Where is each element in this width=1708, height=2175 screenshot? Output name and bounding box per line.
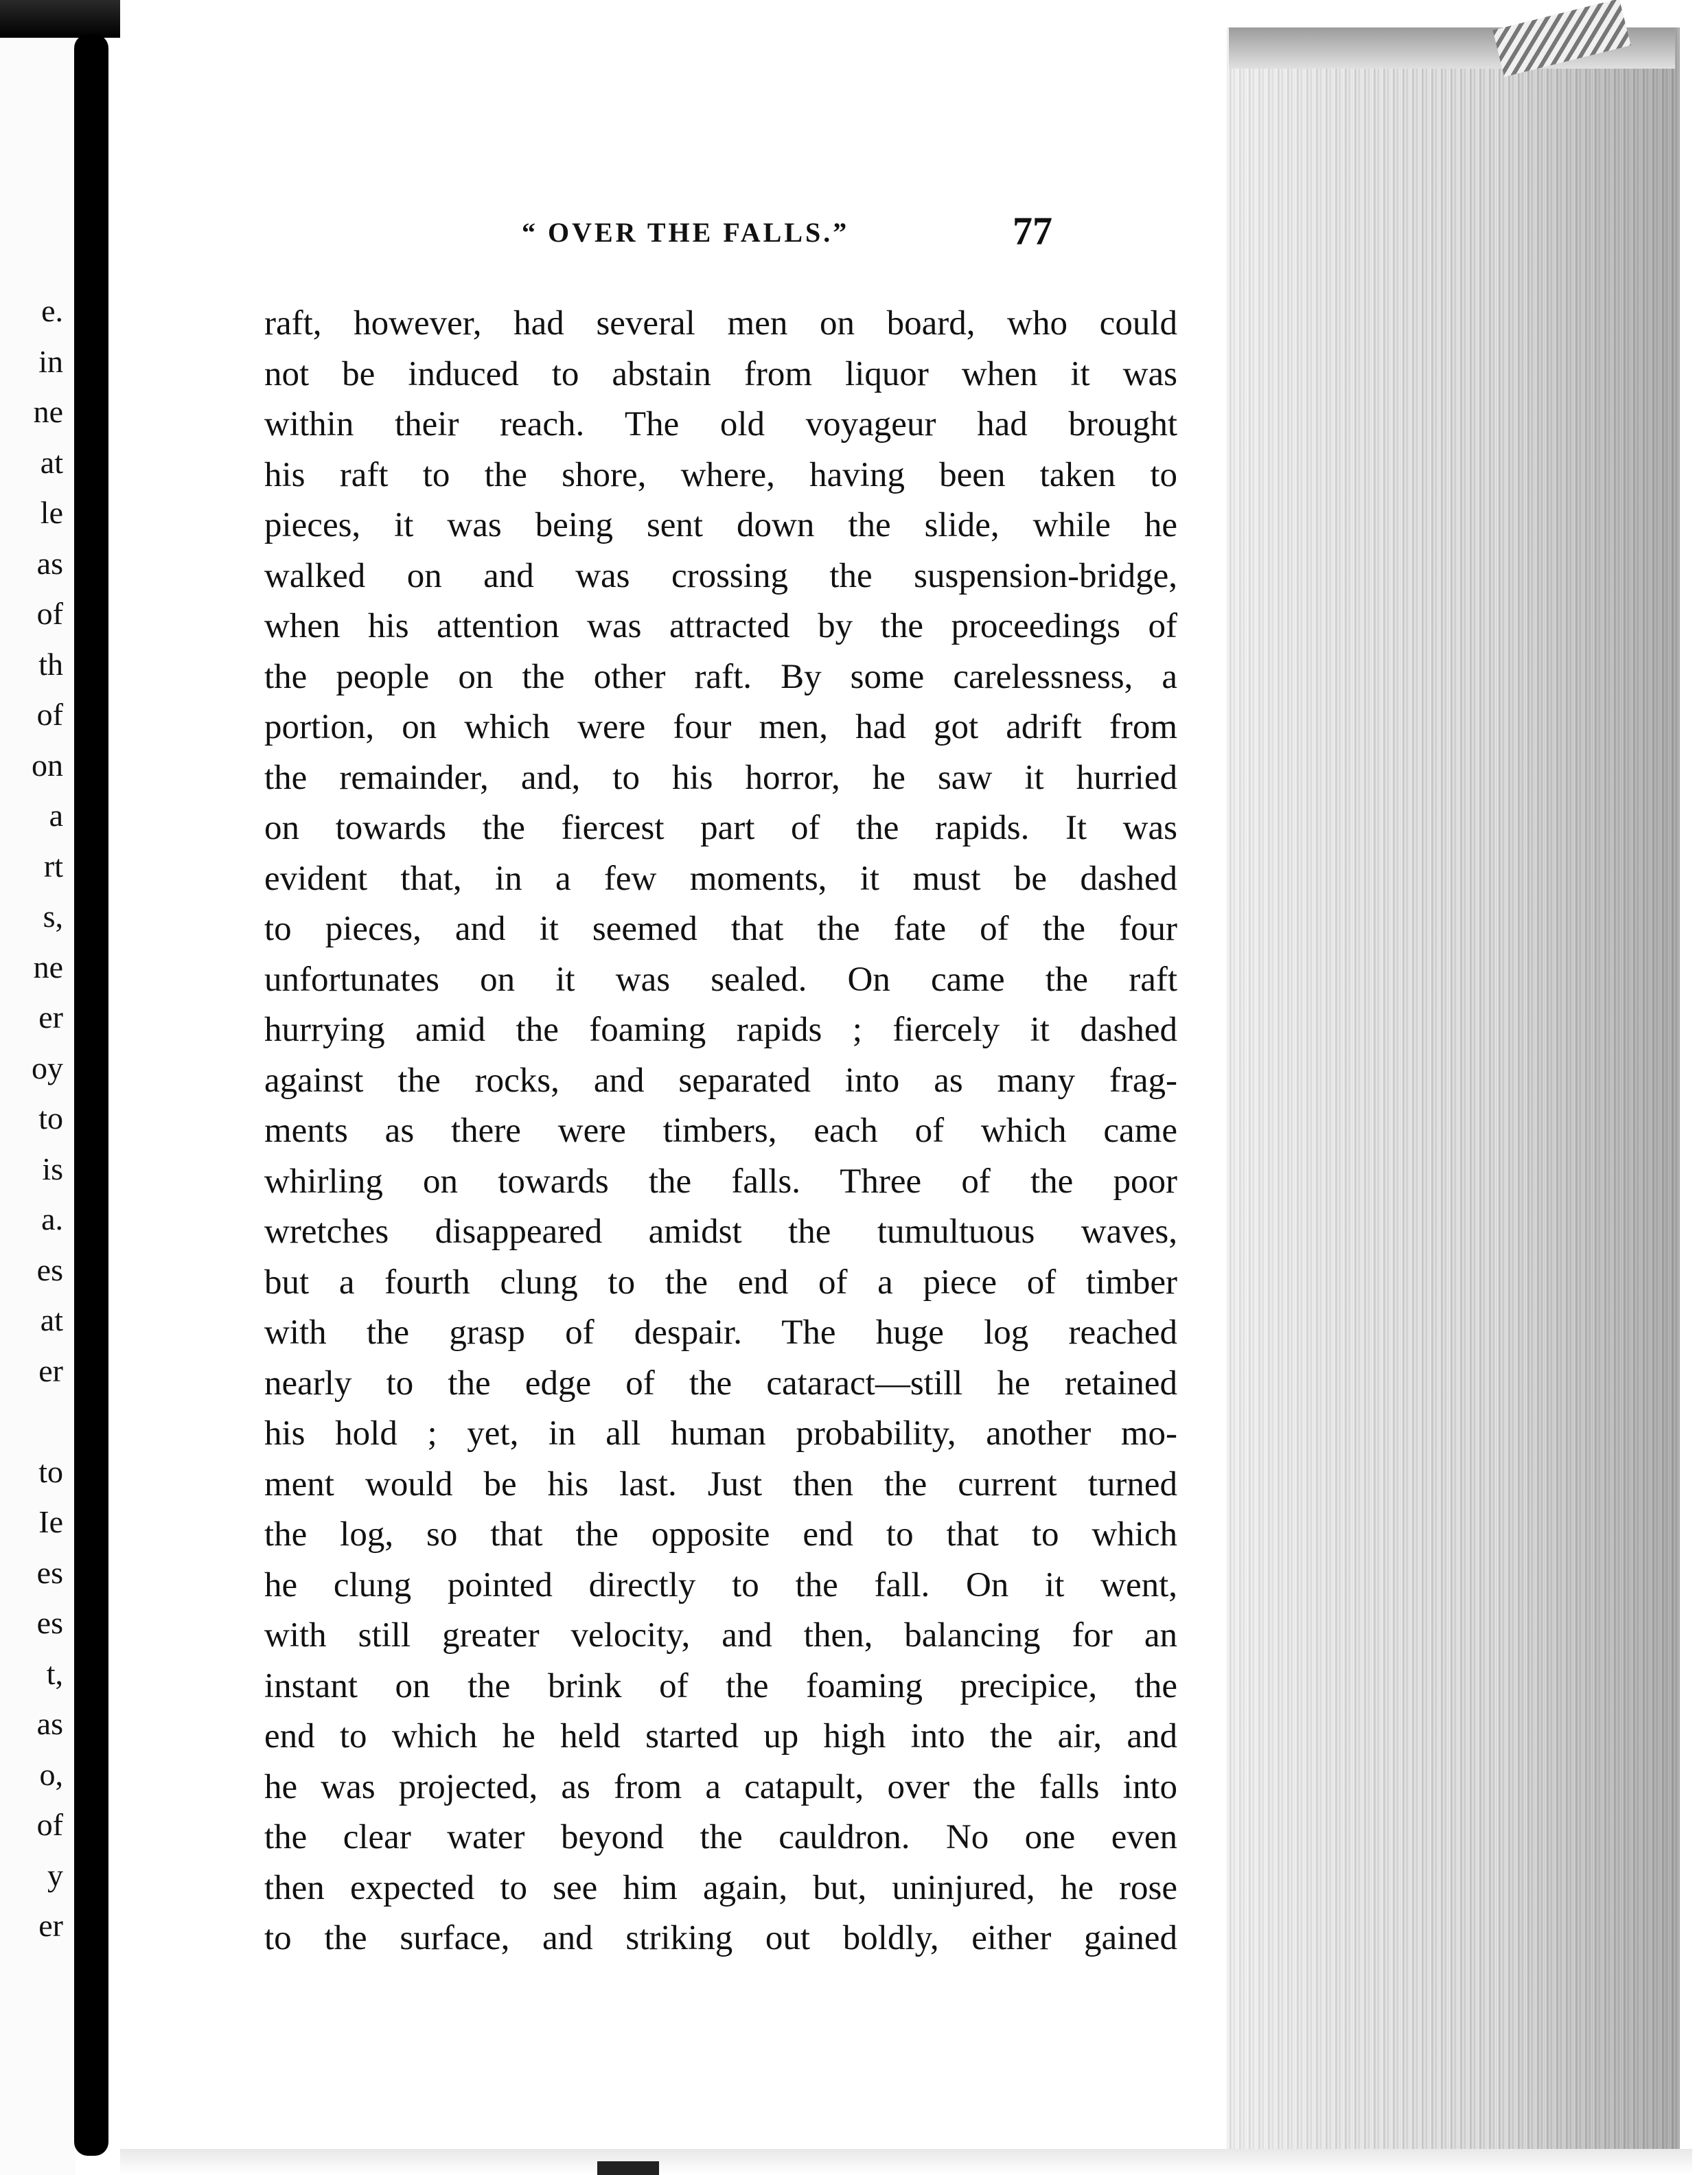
text-line: but a fourth clung to the end of a piece of timber <box>264 1263 1177 1302</box>
left-page-fragment: es <box>36 1554 63 1590</box>
left-page-fragment: a <box>49 798 63 833</box>
text-line: the people on the other raft. By some carelessness, a <box>264 657 1177 696</box>
left-page-fragment: o, <box>39 1756 63 1792</box>
page-edges-shade <box>1227 27 1680 2163</box>
text-line: pieces, it was being sent down the slide, while he <box>264 506 1177 544</box>
left-page-fragment: th <box>38 646 63 682</box>
text-line: with still greater velocity, and then, balancing for an <box>264 1616 1177 1655</box>
text-line: ment would be his last. Just then the current turned <box>264 1464 1177 1504</box>
text-line: whirling on towards the falls. Three of the poor <box>264 1162 1177 1201</box>
left-page-fragment: er <box>38 1908 63 1943</box>
text-line: against the rocks, and separated into as many frag- <box>264 1061 1177 1100</box>
text-line: the clear water beyond the cauldron. No one even <box>264 1818 1177 1856</box>
text-line: hurrying amid the foaming rapids ; fiercely it dashed <box>264 1011 1177 1049</box>
left-page-fragment: le <box>40 495 63 530</box>
text-line: to pieces, and it seemed that the fate of the four <box>264 910 1177 948</box>
running-head: “ OVER THE FALLS.” <box>522 217 850 248</box>
left-page-fragment: oy <box>32 1050 63 1085</box>
text-line: ments as there were timbers, each of which came <box>264 1112 1177 1150</box>
text-line: the log, so that the opposite end to that to which <box>264 1515 1177 1554</box>
body-text <box>264 299 1177 1964</box>
text-line: evident that, in a few moments, it must be dashed <box>264 859 1177 898</box>
text-line: end to which he held started up high into the air, and <box>264 1717 1177 1756</box>
book-page <box>120 38 1227 2152</box>
left-page-fragment: as <box>36 1706 63 1741</box>
text-line: wretches disappeared amidst the tumultuous waves, <box>264 1212 1177 1251</box>
text-line: when his attention was attracted by the proceedings of <box>264 607 1177 645</box>
left-page-fragment: t, <box>46 1655 63 1691</box>
text-line: on towards the fiercest part of the rapids. It was <box>264 809 1177 847</box>
left-page-fragment: at <box>40 1302 63 1337</box>
left-page-fragment: as <box>36 545 63 581</box>
left-page-fragment: ne <box>33 394 63 429</box>
left-page-fragment: is <box>42 1151 63 1186</box>
text-line: he was projected, as from a catapult, over the falls into <box>264 1767 1177 1806</box>
left-page-fragment: e. <box>41 293 63 328</box>
left-page-fragment: y <box>47 1857 63 1893</box>
text-line: raft, however, had several men on board, who could <box>264 304 1177 343</box>
text-line: with the grasp of despair. The huge log reached <box>264 1313 1177 1352</box>
left-facing-page <box>0 0 76 2175</box>
text-line: unfortunates on it was sealed. On came the raft <box>264 960 1177 999</box>
text-line: portion, on which were four men, had got adrift from <box>264 708 1177 746</box>
text-line: then expected to see him again, but, uninjured, he rose <box>264 1868 1177 1907</box>
book-bottom-edge <box>120 2149 1692 2175</box>
left-page-fragment: of <box>36 1807 63 1842</box>
left-page-fragment: on <box>32 747 63 783</box>
left-page-fragment: es <box>36 1252 63 1287</box>
left-page-fragment: to <box>38 1453 63 1489</box>
left-page-fragment: of <box>36 596 63 631</box>
page-number: 77 <box>1013 209 1052 253</box>
left-page-fragment: Ie <box>38 1504 63 1539</box>
left-page-fragment: es <box>36 1605 63 1640</box>
left-page-fragment: s, <box>43 899 63 934</box>
left-page-fragment: rt <box>43 848 63 884</box>
left-page-fragment: to <box>38 1101 63 1136</box>
book-gutter <box>74 34 108 2156</box>
left-page-fragment: er <box>38 1000 63 1035</box>
text-line: nearly to the edge of the cataract—still he retained <box>264 1363 1177 1403</box>
text-line: his hold ; yet, in all human probability, another mo- <box>264 1414 1177 1453</box>
text-line: the remainder, and, to his horror, he saw it hurried <box>264 758 1177 797</box>
left-page-fragment: in <box>38 343 63 379</box>
left-page-fragment: a. <box>41 1201 63 1236</box>
left-page-fragment: of <box>36 697 63 732</box>
text-line: instant on the brink of the foaming precipice, the <box>264 1666 1177 1705</box>
left-page-fragment: ne <box>33 949 63 985</box>
left-page-fragment: er <box>38 1353 63 1388</box>
left-page-fragment: at <box>40 444 63 480</box>
gutter-top-shadow <box>0 0 120 38</box>
text-line: to the surface, and striking out boldly, either gained <box>264 1919 1177 1957</box>
text-line: walked on and was crossing the suspension-bridge, <box>264 556 1177 595</box>
text-line: he clung pointed directly to the fall. On it went, <box>264 1565 1177 1604</box>
text-line: not be induced to abstain from liquor when it was <box>264 354 1177 393</box>
bottom-mark <box>597 2161 659 2175</box>
text-line: within their reach. The old voyageur had brought <box>264 405 1177 444</box>
text-line: his raft to the shore, where, having been taken to <box>264 455 1177 494</box>
